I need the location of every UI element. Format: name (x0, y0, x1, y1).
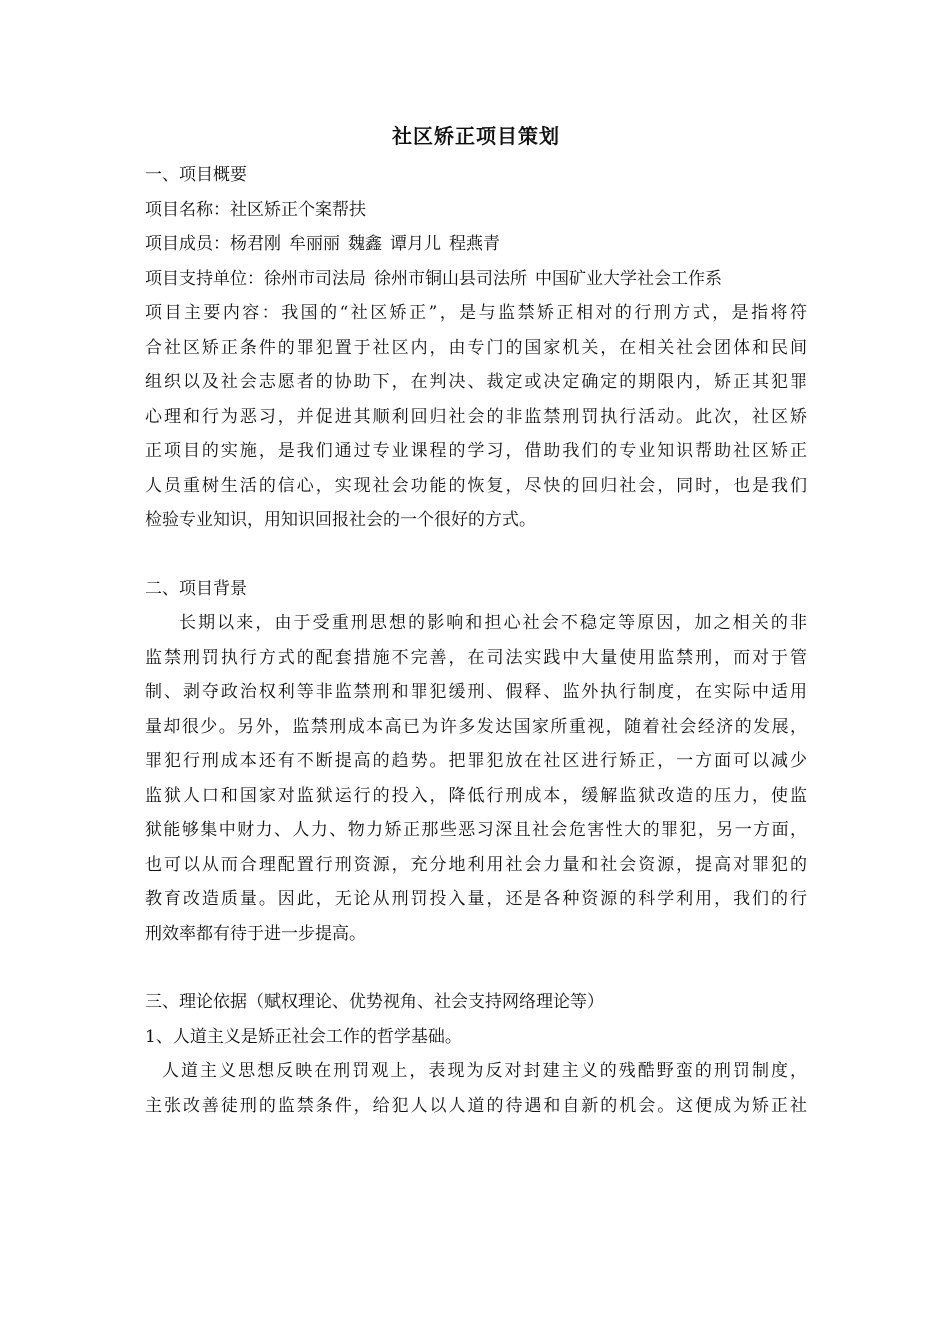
member-name: 牟丽丽 (289, 234, 340, 254)
humanism-paragraph (145, 1054, 807, 1123)
paragraph-line: 合社区矫正条件的罪犯置于社区内，由专门的国家机关，在相关社会团体和民间 (145, 337, 807, 358)
section2-heading: 二、项目背景 (145, 578, 247, 599)
member-name: 谭月儿 (390, 234, 441, 254)
member-name: 杨君刚 (230, 234, 281, 254)
project-members-label: 项目成员： (145, 234, 230, 254)
support-units-line (145, 262, 807, 297)
paragraph-line: 也可以从而合理配置行刑资源，充分地利用社会力量和社会资源，提高对罪犯的 (145, 854, 807, 875)
section1-heading: 一、项目概要 (145, 165, 247, 185)
paragraph-line: 组织以及社会志愿者的协助下，在判决、裁定或决定确定的期限内，矫正其犯罪 (145, 372, 807, 392)
paragraph-line: 心理和行为恶习，并促进其顺利回归社会的非监禁刑罚执行活动。此次，社区矫 (145, 406, 807, 427)
project-name-value: 社区矫正个案帮扶 (230, 199, 366, 220)
support-unit: 徐州市司法局 (264, 268, 366, 289)
paragraph-line: 量却很少。另外，监禁刑成本高已为许多发达国家所重视，随着社会经济的发展， (145, 716, 807, 737)
document-title: 社区矫正项目策划 (392, 124, 560, 148)
paragraph-line: 主张改善徒刑的监禁条件，给犯人以人道的待遇和自新的机会。这便成为矫正社 (145, 1095, 807, 1116)
paragraph-line: 人员重树生活的信心，实现社会功能的恢复，尽快的回归社会，同时，也是我们 (145, 475, 807, 496)
member-name: 程燕青 (449, 234, 500, 254)
paragraph-line: 人道主义思想反映在刑罚观上，表现为反对封建主义的残酷野蛮的刑罚制度， (162, 1061, 807, 1081)
paragraph-line: 狱能够集中财力、人力、物力矫正那些恶习深且社会危害性大的罪犯，另一方面， (145, 820, 807, 840)
blank-line (145, 538, 807, 572)
project-name-label: 项目名称： (145, 199, 230, 220)
section3-subheading: 1、人道主义是矫正社会工作的哲学基础。 (145, 1026, 462, 1047)
blank-line (145, 951, 807, 985)
paragraph-line: 罪犯行刑成本还有不断提高的趋势。把罪犯放在社区进行矫正，一方面可以减少 (145, 751, 807, 771)
support-unit: 中国矿业大学社会工作系 (535, 268, 722, 289)
paragraph-line: 监狱人口和国家对监狱运行的投入，降低行刑成本，缓解监狱改造的压力，使监 (145, 785, 807, 806)
project-name-line (145, 193, 807, 228)
support-unit: 徐州市铜山县司法所 (374, 268, 527, 289)
paragraph-line: 制、剥夺政治权利等非监禁刑和罪犯缓刑、假释、监外执行制度，在实际中适用 (145, 682, 807, 702)
paragraph-line: 正项目的实施，是我们通过专业课程的学习，借助我们的专业知识帮助社区矫正 (145, 441, 807, 461)
support-units-label: 项目支持单位： (145, 268, 264, 289)
background-paragraph (145, 606, 807, 951)
project-members-line (145, 227, 807, 262)
paragraph-line: 刑效率都有待于进一步提高。 (145, 923, 366, 944)
paragraph-line: 监禁刑罚执行方式的配套措施不完善，在司法实践中大量使用监禁刑，而对于管 (145, 647, 807, 668)
document-page (145, 118, 807, 1123)
section3-heading: 三、理论依据（赋权理论、优势视角、社会支持网络理论等） (145, 992, 604, 1012)
paragraph-line: 长期以来，由于受重刑思想的影响和担心社会不稳定等原因，加之相关的非 (179, 613, 807, 633)
paragraph-line: 教育改造质量。因此，无论从刑罚投入量，还是各种资源的科学利用，我们的行 (145, 889, 807, 909)
paragraph-line: 项目主要内容：我国的“社区矫正”，是与监禁矫正相对的行刑方式，是指将符 (145, 303, 807, 323)
member-name: 魏鑫 (348, 234, 382, 254)
paragraph-line: 检验专业知识，用知识回报社会的一个很好的方式。 (145, 510, 536, 530)
project-content-paragraph (145, 296, 807, 538)
